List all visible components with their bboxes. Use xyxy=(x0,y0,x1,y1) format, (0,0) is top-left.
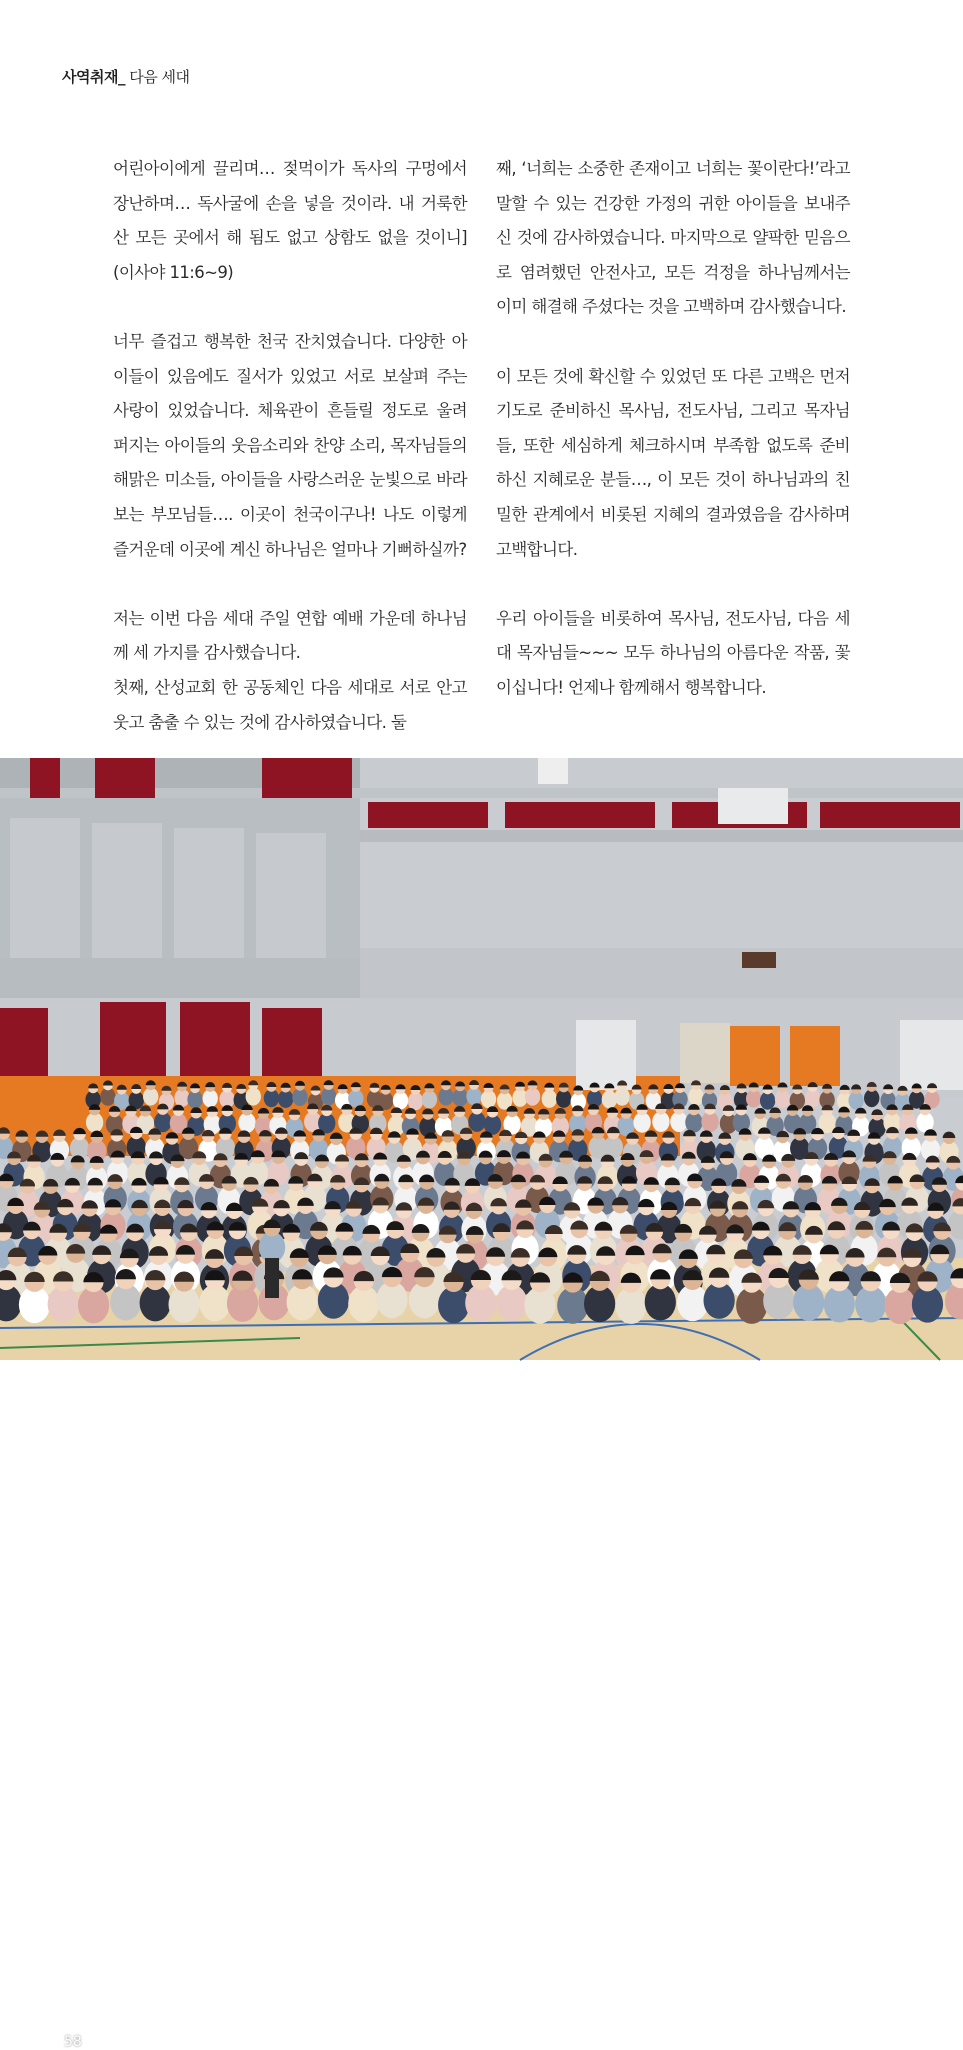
group-photo xyxy=(0,758,963,2050)
paragraph: 어린아이에게 끌리며… 젖먹이가 독사의 구멍에서 장난하며… 독사굴에 손을 넣을 것이라. 내 거룩한 산 모든 곳에서 해 됨도 없고 상함도 없을 것이니] (이사야 11:6~9) xyxy=(113,159,467,282)
gymnasium-illustration xyxy=(0,758,963,1360)
running-head xyxy=(62,66,189,87)
subsection-label: 다음 세대 xyxy=(124,68,190,86)
paragraph: 이 모든 것에 확신할 수 있었던 또 다른 고백은 먼저 기도로 준비하신 목사님, 전도사님, 그리고 목자님들, 또한 세심하게 체크하시며 부족함 없도록 준비하신 지혜로운 분들…, 이 모든 것이 하나님과의 친밀한 관계에서 비롯된 지혜의 결과였음을 감사하며 고백합니다. xyxy=(496,366,850,559)
paragraph: 저는 이번 다음 세대 주일 연합 예배 가운데 하나님께 세 가지를 감사했습니다. xyxy=(113,608,467,663)
left-column xyxy=(113,152,467,740)
paragraph: 너무 즐겁고 행복한 천국 잔치였습니다. 다양한 아이들이 있음에도 질서가 있었고 서로 보살펴 주는 사랑이 있었습니다. 체육관이 흔들릴 정도로 울려 퍼지는 아이들의 웃음소리와 찬양 소리, 목자님들의 해맑은 미소들, 아이들을 사랑스러운 눈빛으로 바라보는 부모님들…. 이곳이 천국이구나! 나도 이렇게 즐거운데 이곳에 계신 하나님은 얼마나 기뻐하실까? xyxy=(113,331,467,559)
page-number: 58 xyxy=(64,2034,82,2050)
section-label: 사역취재_ xyxy=(62,68,125,86)
paragraph: 첫째, 산성교회 한 공동체인 다음 세대로 서로 안고 웃고 춤출 수 있는 것에 감사하였습니다. 둘 xyxy=(113,677,467,732)
paragraph: 우리 아이들을 비롯하여 목사님, 전도사님, 다음 세대 목자님들~~~ 모두 하나님의 아름다운 작품, 꽃이십니다! 언제나 함께해서 행복합니다. xyxy=(496,608,850,697)
right-column xyxy=(496,152,850,706)
paragraph: 째, ‘너희는 소중한 존재이고 너희는 꽃이란다!’라고 말할 수 있는 건강한 가정의 귀한 아이들을 보내주신 것에 감사하였습니다. 마지막으로 얄팍한 믿음으로 염려했던 안전사고, 모든 걱정을 하나님께서는 이미 해결해 주셨다는 것을 고백하며 감사했습니다. xyxy=(496,159,850,317)
